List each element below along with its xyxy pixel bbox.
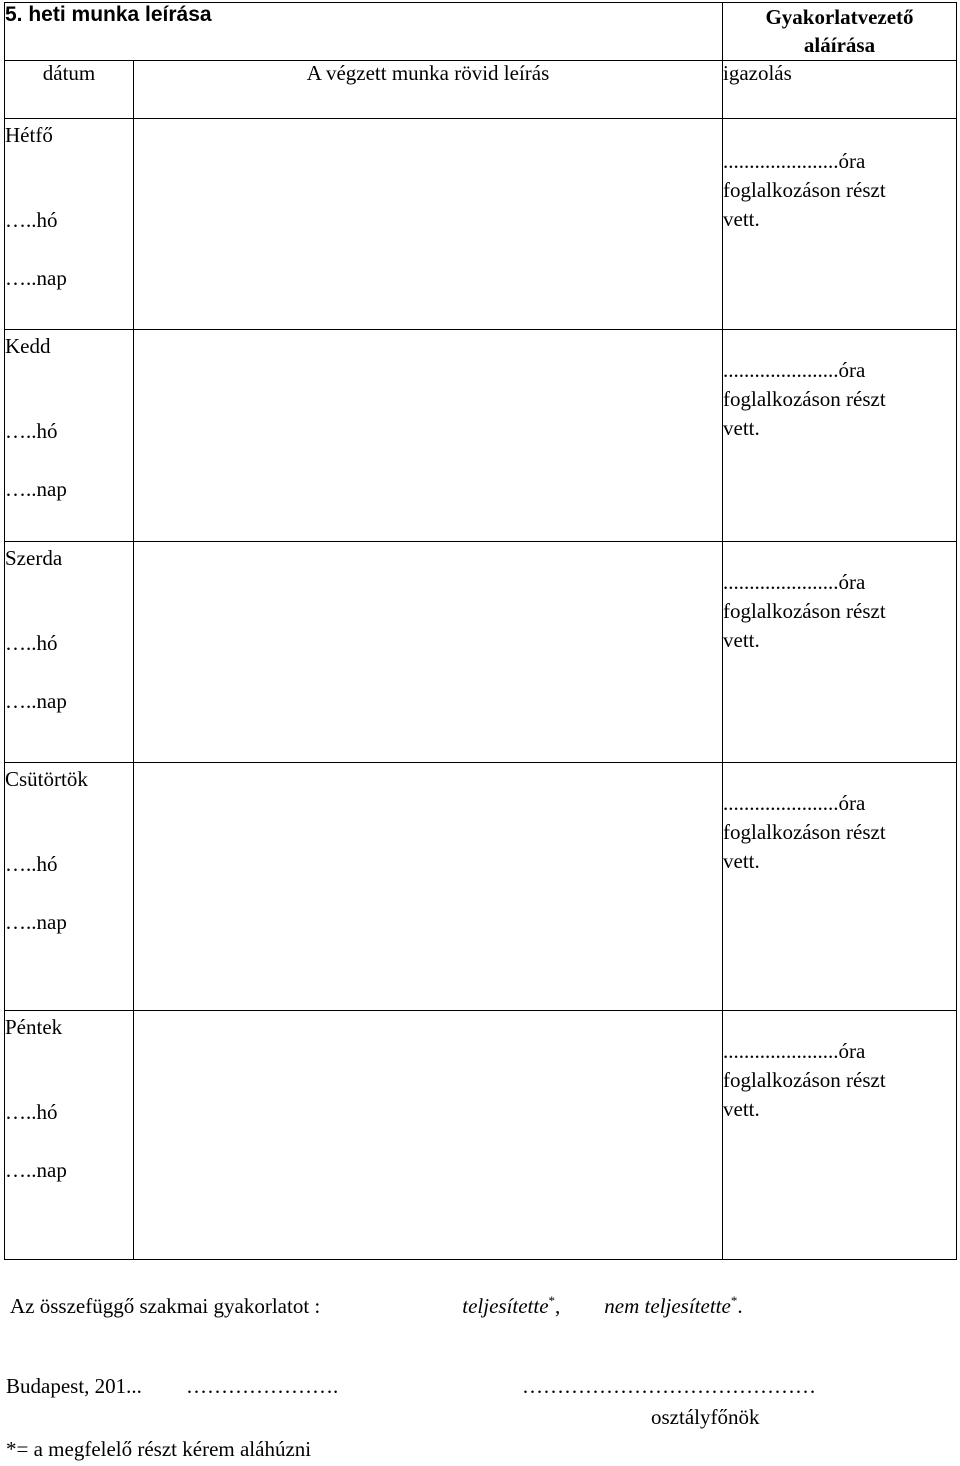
month-placeholder: …..hó	[5, 419, 58, 443]
description-column-header: A végzett munka rövid leírás	[134, 61, 723, 119]
day-placeholder: …..nap	[5, 1158, 67, 1182]
asterisk-mark: *	[548, 1293, 556, 1308]
attendance-text-end: vett.	[723, 207, 760, 231]
signature-header-line1: Gyakorlatvezető	[765, 5, 914, 29]
separator: .	[737, 1294, 743, 1318]
attendance-text: foglalkozáson részt	[723, 599, 886, 623]
separator: ,	[555, 1294, 561, 1318]
attendance-text: foglalkozáson részt	[723, 387, 886, 411]
signature-header	[723, 3, 957, 61]
signature-fill-line: ……………………………………	[522, 1374, 816, 1398]
day-name: Szerda	[5, 546, 63, 570]
signer-title: osztályfőnök	[651, 1405, 760, 1429]
hours-placeholder: ......................óra	[723, 1039, 866, 1063]
confirmation-column-header: igazolás	[723, 61, 957, 119]
day-placeholder: …..nap	[5, 910, 67, 934]
day-name: Péntek	[5, 1015, 63, 1039]
page-title: 5. heti munka leírása	[5, 3, 723, 61]
attendance-text-end: vett.	[723, 416, 760, 440]
confirmation-cell	[723, 542, 957, 763]
signature-header-line2: aláírása	[803, 33, 876, 57]
table-row	[5, 330, 957, 542]
day-name: Hétfő	[5, 123, 53, 147]
option-not-completed[interactable]: nem teljesítette	[604, 1294, 731, 1318]
hours-placeholder: ......................óra	[723, 358, 866, 382]
completion-statement	[10, 1293, 743, 1319]
table-row	[5, 1011, 957, 1260]
footnote: *= a megfelelő részt kérem aláhúzni	[6, 1437, 312, 1461]
table-row	[5, 119, 957, 330]
date-cell	[5, 1011, 134, 1260]
attendance-text: foglalkozáson részt	[723, 1068, 886, 1092]
description-cell[interactable]	[134, 1011, 723, 1260]
confirmation-cell	[723, 763, 957, 1011]
hours-placeholder: ......................óra	[723, 791, 866, 815]
date-cell	[5, 542, 134, 763]
attendance-text-end: vett.	[723, 849, 760, 873]
statement-text: Az összefüggő szakmai gyakorlatot :	[10, 1294, 321, 1318]
hours-placeholder: ......................óra	[723, 570, 866, 594]
asterisk-mark: *	[730, 1293, 738, 1308]
day-name: Csütörtök	[5, 767, 88, 791]
description-cell[interactable]	[134, 542, 723, 763]
confirmation-cell	[723, 330, 957, 542]
description-cell[interactable]	[134, 763, 723, 1011]
confirmation-cell	[723, 119, 957, 330]
month-placeholder: …..hó	[5, 852, 58, 876]
date-fill-line: ………………….	[186, 1374, 339, 1398]
day-name: Kedd	[5, 334, 51, 358]
attendance-text: foglalkozáson részt	[723, 820, 886, 844]
table-row	[5, 763, 957, 1011]
attendance-text-end: vett.	[723, 1097, 760, 1121]
month-placeholder: …..hó	[5, 208, 58, 232]
description-cell[interactable]	[134, 119, 723, 330]
date-column-header: dátum	[5, 61, 134, 119]
hours-placeholder: ......................óra	[723, 149, 866, 173]
date-cell	[5, 330, 134, 542]
table-row	[5, 542, 957, 763]
place-date: Budapest, 201...	[6, 1374, 142, 1398]
weekly-work-table	[4, 2, 957, 1260]
day-placeholder: …..nap	[5, 266, 67, 290]
day-placeholder: …..nap	[5, 477, 67, 501]
day-placeholder: …..nap	[5, 689, 67, 713]
attendance-text: foglalkozáson részt	[723, 178, 886, 202]
confirmation-cell	[723, 1011, 957, 1260]
date-cell	[5, 763, 134, 1011]
date-cell	[5, 119, 134, 330]
description-cell[interactable]	[134, 330, 723, 542]
option-completed[interactable]: teljesítette	[462, 1294, 549, 1318]
attendance-text-end: vett.	[723, 628, 760, 652]
month-placeholder: …..hó	[5, 631, 58, 655]
month-placeholder: …..hó	[5, 1100, 58, 1124]
